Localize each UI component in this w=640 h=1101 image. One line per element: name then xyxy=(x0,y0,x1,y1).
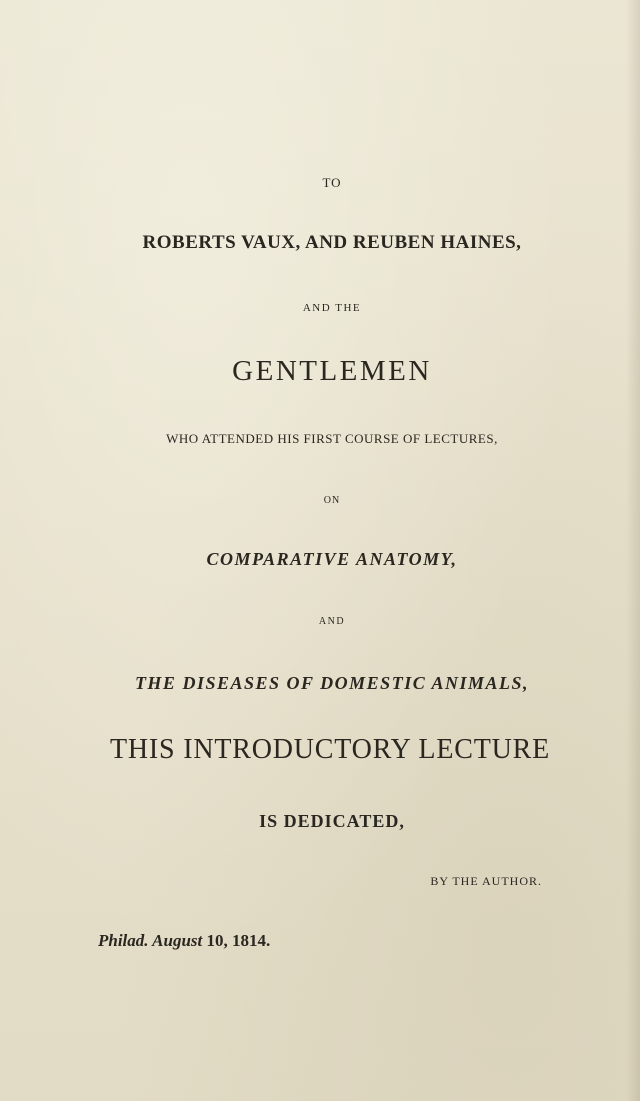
dedication-to: TO xyxy=(322,175,342,190)
dedication-names: ROBERTS VAUX, AND REUBEN HAINES, xyxy=(142,232,522,253)
dedication-author: BY THE AUTHOR. xyxy=(430,874,542,888)
dedication-introductory-lecture: THIS INTRODUCTORY LECTURE xyxy=(110,734,550,765)
dedication-is-dedicated: IS DEDICATED, xyxy=(259,811,405,831)
dedication-on: ON xyxy=(323,495,341,506)
dateline xyxy=(98,932,270,949)
dedication-gentlemen: GENTLEMEN xyxy=(232,355,432,387)
dedication-subject-diseases: THE DISEASES OF DOMESTIC ANIMALS, xyxy=(134,673,530,693)
dateline-place-month: Philad. August xyxy=(98,931,203,950)
dateline-day-year: 10, 1814. xyxy=(206,931,271,950)
dedication-and-the: AND THE xyxy=(302,302,362,314)
dedication-attended: WHO ATTENDED HIS FIRST COURSE OF LECTURES, xyxy=(166,431,498,446)
dedication-subject-anatomy: COMPARATIVE ANATOMY, xyxy=(206,549,458,569)
dedication-and: AND xyxy=(318,616,346,627)
